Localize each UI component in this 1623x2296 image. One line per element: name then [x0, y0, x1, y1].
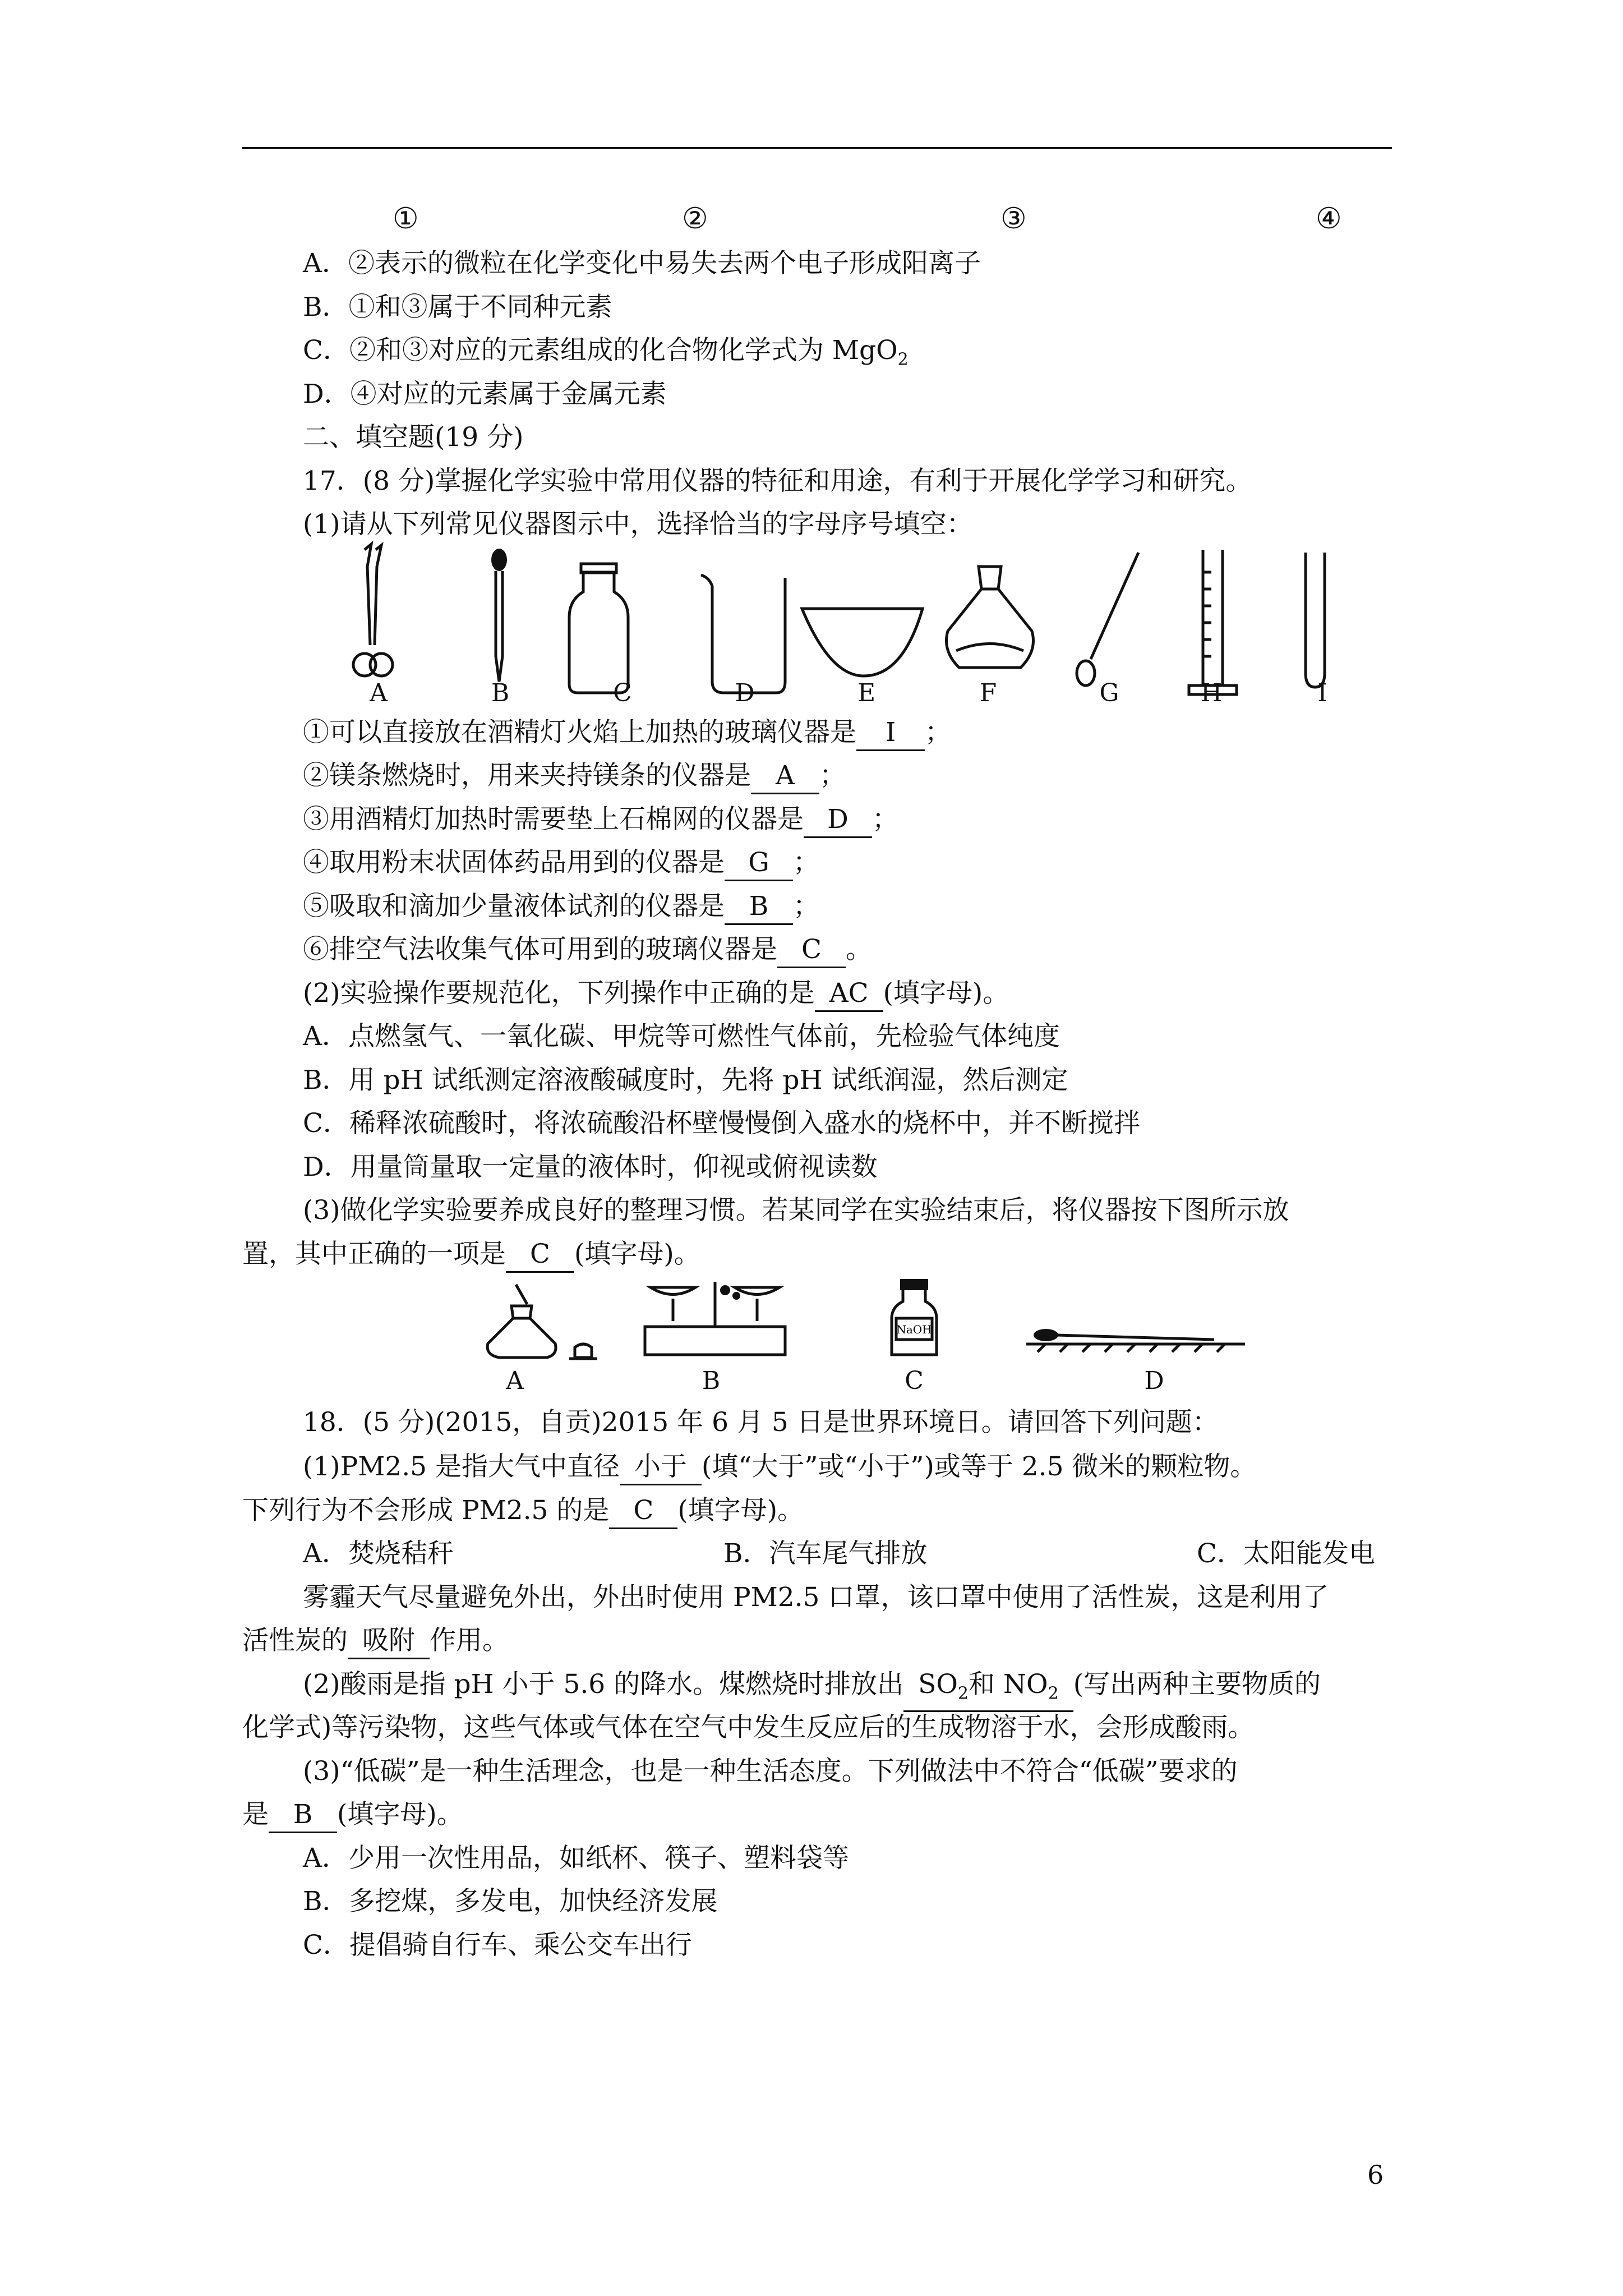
- beaker-icon: [701, 575, 785, 693]
- q18-part1-option-a: A．焚烧秸秆: [303, 1538, 454, 1569]
- tidying-label-b: B: [702, 1366, 721, 1395]
- crucible-tongs-icon: [353, 544, 393, 676]
- instrument-label-h: H: [1200, 679, 1223, 707]
- medicine-spoon-icon: [1077, 553, 1138, 685]
- answer-blank: B: [725, 890, 793, 925]
- q17-item-6: ⑥排空气法收集气体可用到的玻璃仪器是 C 。: [303, 933, 872, 968]
- q18-part2-line1: (2)酸雨是指 pH 小于 5.6 的降水。煤燃烧时排放出 $SO_2$和 $NO_2$ (写出两种主要物质的: [303, 1668, 1321, 1712]
- instrument-label-g: G: [1099, 679, 1119, 707]
- q16-option-c: C．②和③对应的元素组成的化合物化学式为 MgO$_2$: [303, 335, 909, 370]
- instrument-label-i: I: [1317, 679, 1327, 707]
- tidying-figure: [460, 1273, 1256, 1363]
- answer-blank: I: [856, 716, 925, 751]
- q18-part3-option-b: B．多挖煤，多发电，加快经济发展: [303, 1886, 718, 1917]
- q17-part2-option-c: C．稀释浓硫酸时，将浓硫酸沿杯壁慢慢倒入盛水的烧杯中，并不断搅拌: [303, 1108, 1140, 1139]
- q17-part3-line2: 置，其中正确的一项是 C (填字母)。: [242, 1237, 700, 1273]
- marker-4: ④: [1316, 202, 1342, 236]
- reagent-bottle-icon: [892, 1279, 937, 1355]
- alcohol-lamp-uncapped-icon: [487, 1285, 597, 1359]
- instrument-label-a: A: [370, 679, 388, 707]
- q16-option-b: B．①和③属于不同种元素: [303, 292, 612, 323]
- q17-item-4: ④取用粉末状固体药品用到的仪器是 G ；: [303, 846, 819, 881]
- answer-blank: 小于: [620, 1450, 702, 1485]
- q17-part3-line1: (3)做化学实验要养成良好的整理习惯。若某同学在实验结束后，将仪器按下图所示放: [303, 1195, 1289, 1226]
- q18-part1-option-b: B．汽车尾气排放: [723, 1538, 928, 1569]
- q17-item-3: ③用酒精灯加热时需要垫上石棉网的仪器是 D ；: [303, 803, 898, 838]
- q17-item-2: ②镁条燃烧时，用来夹持镁条的仪器是 A ；: [303, 759, 846, 794]
- q18-part3-option-a: A．少用一次性用品，如纸杯、筷子、塑料袋等: [303, 1843, 849, 1874]
- q18-part1-option-c: C．太阳能发电: [1197, 1538, 1375, 1569]
- q18-part1-line2: 下列行为不会形成 PM2.5 的是 C (填字母)。: [242, 1494, 804, 1529]
- marker-3: ③: [1000, 202, 1027, 236]
- instrument-label-e: E: [857, 679, 876, 707]
- graduated-cylinder-icon: [1189, 550, 1237, 694]
- q18-part2-line2: 化学式)等污染物，这些气体或气体在空气中发生反应后的生成物溶于水，会形成酸雨。: [242, 1712, 1255, 1743]
- header-rule: [242, 147, 1392, 149]
- q17-part2-option-b: B．用 pH 试纸测定溶液酸碱度时，先将 pH 试纸润湿，然后测定: [303, 1065, 1068, 1096]
- q17-stem: 17．(8 分)掌握化学实验中常用仪器的特征和用途，有利于开展化学学习和研究。: [303, 466, 1252, 496]
- answer-blank: A: [751, 759, 819, 794]
- marker-1: ①: [393, 202, 419, 236]
- marker-2: ②: [682, 202, 708, 236]
- tidying-label-c: C: [905, 1366, 924, 1395]
- q16-option-d: D．④对应的元素属于金属元素: [303, 379, 667, 409]
- answer-blank: AC: [815, 977, 883, 1012]
- q18-stem: 18．(5 分)(2015，自贡)2015 年 6 月 5 日是世界环境日。请回答下列问题：: [303, 1407, 1219, 1438]
- answer-blank: $SO_2$和 $NO_2$: [903, 1668, 1073, 1712]
- instrument-label-d: D: [735, 679, 755, 707]
- naoh-label: NaOH: [896, 1323, 932, 1336]
- q18-part1-line1: (1)PM2.5 是指大气中直径 小于 (填“大于”或“小于”)或等于 2.5 微米的颗粒物。: [303, 1450, 1256, 1485]
- tidying-label-d: D: [1144, 1366, 1164, 1395]
- q17-part2-option-d: D．用量筒量取一定量的液体时，仰视或俯视读数: [303, 1152, 878, 1182]
- q17-part2-option-a: A．点燃氢气、一氧化碳、甲烷等可燃性气体前，先检验气体纯度: [303, 1021, 1060, 1052]
- q18-part3-line1: (3)“低碳”是一种生活理念，也是一种生活态度。下列做法中不符合“低碳”要求的: [303, 1756, 1238, 1787]
- gas-bottle-icon: [569, 564, 628, 693]
- q17-part2: (2)实验操作要规范化，下列操作中正确的是 AC (填字母)。: [303, 977, 1009, 1012]
- instrument-label-b: B: [491, 679, 510, 707]
- section-title: 二、填空题(19 分): [303, 422, 524, 453]
- evaporating-dish-icon: [802, 609, 923, 676]
- answer-blank: C: [609, 1494, 677, 1529]
- q18-part1-line5: 活性炭的 吸附 作用。: [242, 1624, 509, 1659]
- answer-blank: C: [777, 933, 846, 968]
- q16-option-a: A．②表示的微粒在化学变化中易失去两个电子形成阳离子: [303, 248, 981, 279]
- q18-part3-option-c: C．提倡骑自行车、乘公交车出行: [303, 1930, 692, 1961]
- tidying-label-a: A: [506, 1366, 524, 1395]
- instrument-label-c: C: [613, 679, 632, 707]
- q18-part1-line4: 雾霾天气尽量避免外出，外出时使用 PM2.5 口罩，该口罩中使用了活性炭，这是利用了: [303, 1582, 1329, 1613]
- instrument-label-f: F: [979, 679, 997, 707]
- balance-icon: [645, 1282, 785, 1355]
- dropper-icon: [491, 549, 507, 682]
- page-number: 6: [1367, 2160, 1384, 2190]
- q17-item-5: ⑤吸取和滴加少量液体试剂的仪器是 B ；: [303, 890, 819, 925]
- answer-blank: 吸附: [348, 1624, 430, 1659]
- q18-part3-line2: 是 B (填字母)。: [242, 1798, 463, 1833]
- answer-blank: D: [804, 803, 872, 838]
- answer-blank: G: [725, 846, 793, 881]
- alcohol-lamp-icon: [947, 567, 1034, 668]
- test-tube-icon: [1306, 553, 1325, 687]
- q17-part1: (1)请从下列常见仪器图示中，选择恰当的字母序号填空：: [303, 509, 973, 540]
- answer-blank: C: [506, 1237, 574, 1273]
- dropper-on-table-icon: [1026, 1329, 1245, 1352]
- answer-blank: B: [269, 1798, 337, 1833]
- q17-item-1: ①可以直接放在酒精灯火焰上加热的玻璃仪器是 I ；: [303, 716, 951, 751]
